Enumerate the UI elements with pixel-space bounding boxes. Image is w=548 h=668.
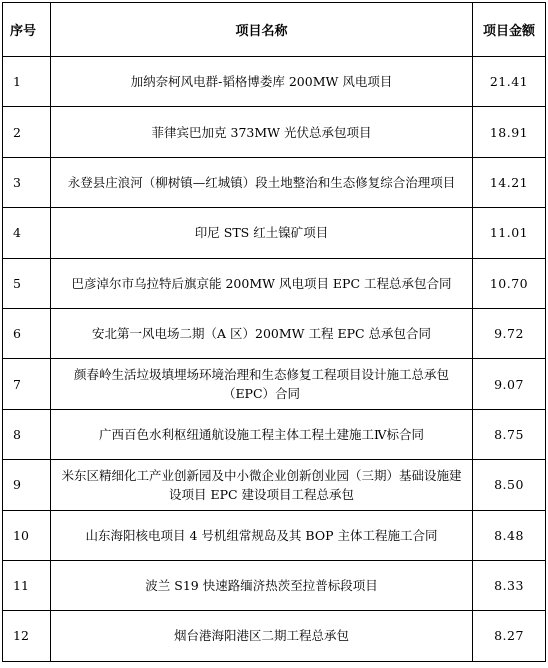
row-seq: 11 <box>3 560 51 610</box>
row-seq: 1 <box>3 57 51 107</box>
projects-table <box>2 2 546 662</box>
table-row <box>3 258 546 308</box>
table-row <box>3 560 546 610</box>
table-row <box>3 157 546 207</box>
table-row <box>3 57 546 107</box>
row-name: 颜春岭生活垃圾填埋场环境治理和生态修复工程项目设计施工总承包（EPC）合同 <box>51 359 473 409</box>
table-row <box>3 107 546 157</box>
table-row <box>3 460 546 510</box>
row-seq: 2 <box>3 107 51 157</box>
row-amount: 8.33 <box>473 560 546 610</box>
row-name: 菲律宾巴加克 373MW 光伏总承包项目 <box>51 107 473 157</box>
row-name: 烟台港海阳港区二期工程总承包 <box>51 611 473 661</box>
row-amount: 8.48 <box>473 510 546 560</box>
header-row <box>3 3 546 57</box>
row-seq: 12 <box>3 611 51 661</box>
row-name: 印尼 STS 红土镍矿项目 <box>51 208 473 258</box>
row-name: 米东区精细化工产业创新园及中小微企业创新创业园（三期）基础设施建设项目 EPC 建设项目工程总承包 <box>51 460 473 510</box>
table-row <box>3 308 546 358</box>
row-amount: 8.50 <box>473 460 546 510</box>
table-row <box>3 359 546 409</box>
row-seq: 9 <box>3 460 51 510</box>
row-name: 波兰 S19 快速路缅济热茨至拉普标段项目 <box>51 560 473 610</box>
row-amount: 9.07 <box>473 359 546 409</box>
header-name: 项目名称 <box>51 3 473 57</box>
row-amount: 21.41 <box>473 57 546 107</box>
table-row <box>3 409 546 459</box>
row-name: 山东海阳核电项目 4 号机组常规岛及其 BOP 主体工程施工合同 <box>51 510 473 560</box>
header-amount: 项目金额 <box>473 3 546 57</box>
row-name: 巴彦淖尔市乌拉特后旗京能 200MW 风电项目 EPC 工程总承包合同 <box>51 258 473 308</box>
row-amount: 8.75 <box>473 409 546 459</box>
table-row <box>3 510 546 560</box>
row-name: 加纳奈柯风电群-韬格博娄库 200MW 风电项目 <box>51 57 473 107</box>
row-amount: 10.70 <box>473 258 546 308</box>
row-amount: 18.91 <box>473 107 546 157</box>
row-seq: 4 <box>3 208 51 258</box>
row-amount: 9.72 <box>473 308 546 358</box>
table-row <box>3 208 546 258</box>
row-amount: 14.21 <box>473 157 546 207</box>
row-seq: 5 <box>3 258 51 308</box>
row-seq: 3 <box>3 157 51 207</box>
row-seq: 8 <box>3 409 51 459</box>
row-seq: 6 <box>3 308 51 358</box>
row-amount: 8.27 <box>473 611 546 661</box>
row-amount: 11.01 <box>473 208 546 258</box>
header-seq: 序号 <box>3 3 51 57</box>
row-seq: 10 <box>3 510 51 560</box>
table-row <box>3 611 546 661</box>
row-name: 永登县庄浪河（柳树镇—红城镇）段土地整治和生态修复综合治理项目 <box>51 157 473 207</box>
row-name: 安北第一风电场二期（A 区）200MW 工程 EPC 总承包合同 <box>51 308 473 358</box>
row-seq: 7 <box>3 359 51 409</box>
row-name: 广西百色水利枢纽通航设施工程主体工程土建施工Ⅳ标合同 <box>51 409 473 459</box>
